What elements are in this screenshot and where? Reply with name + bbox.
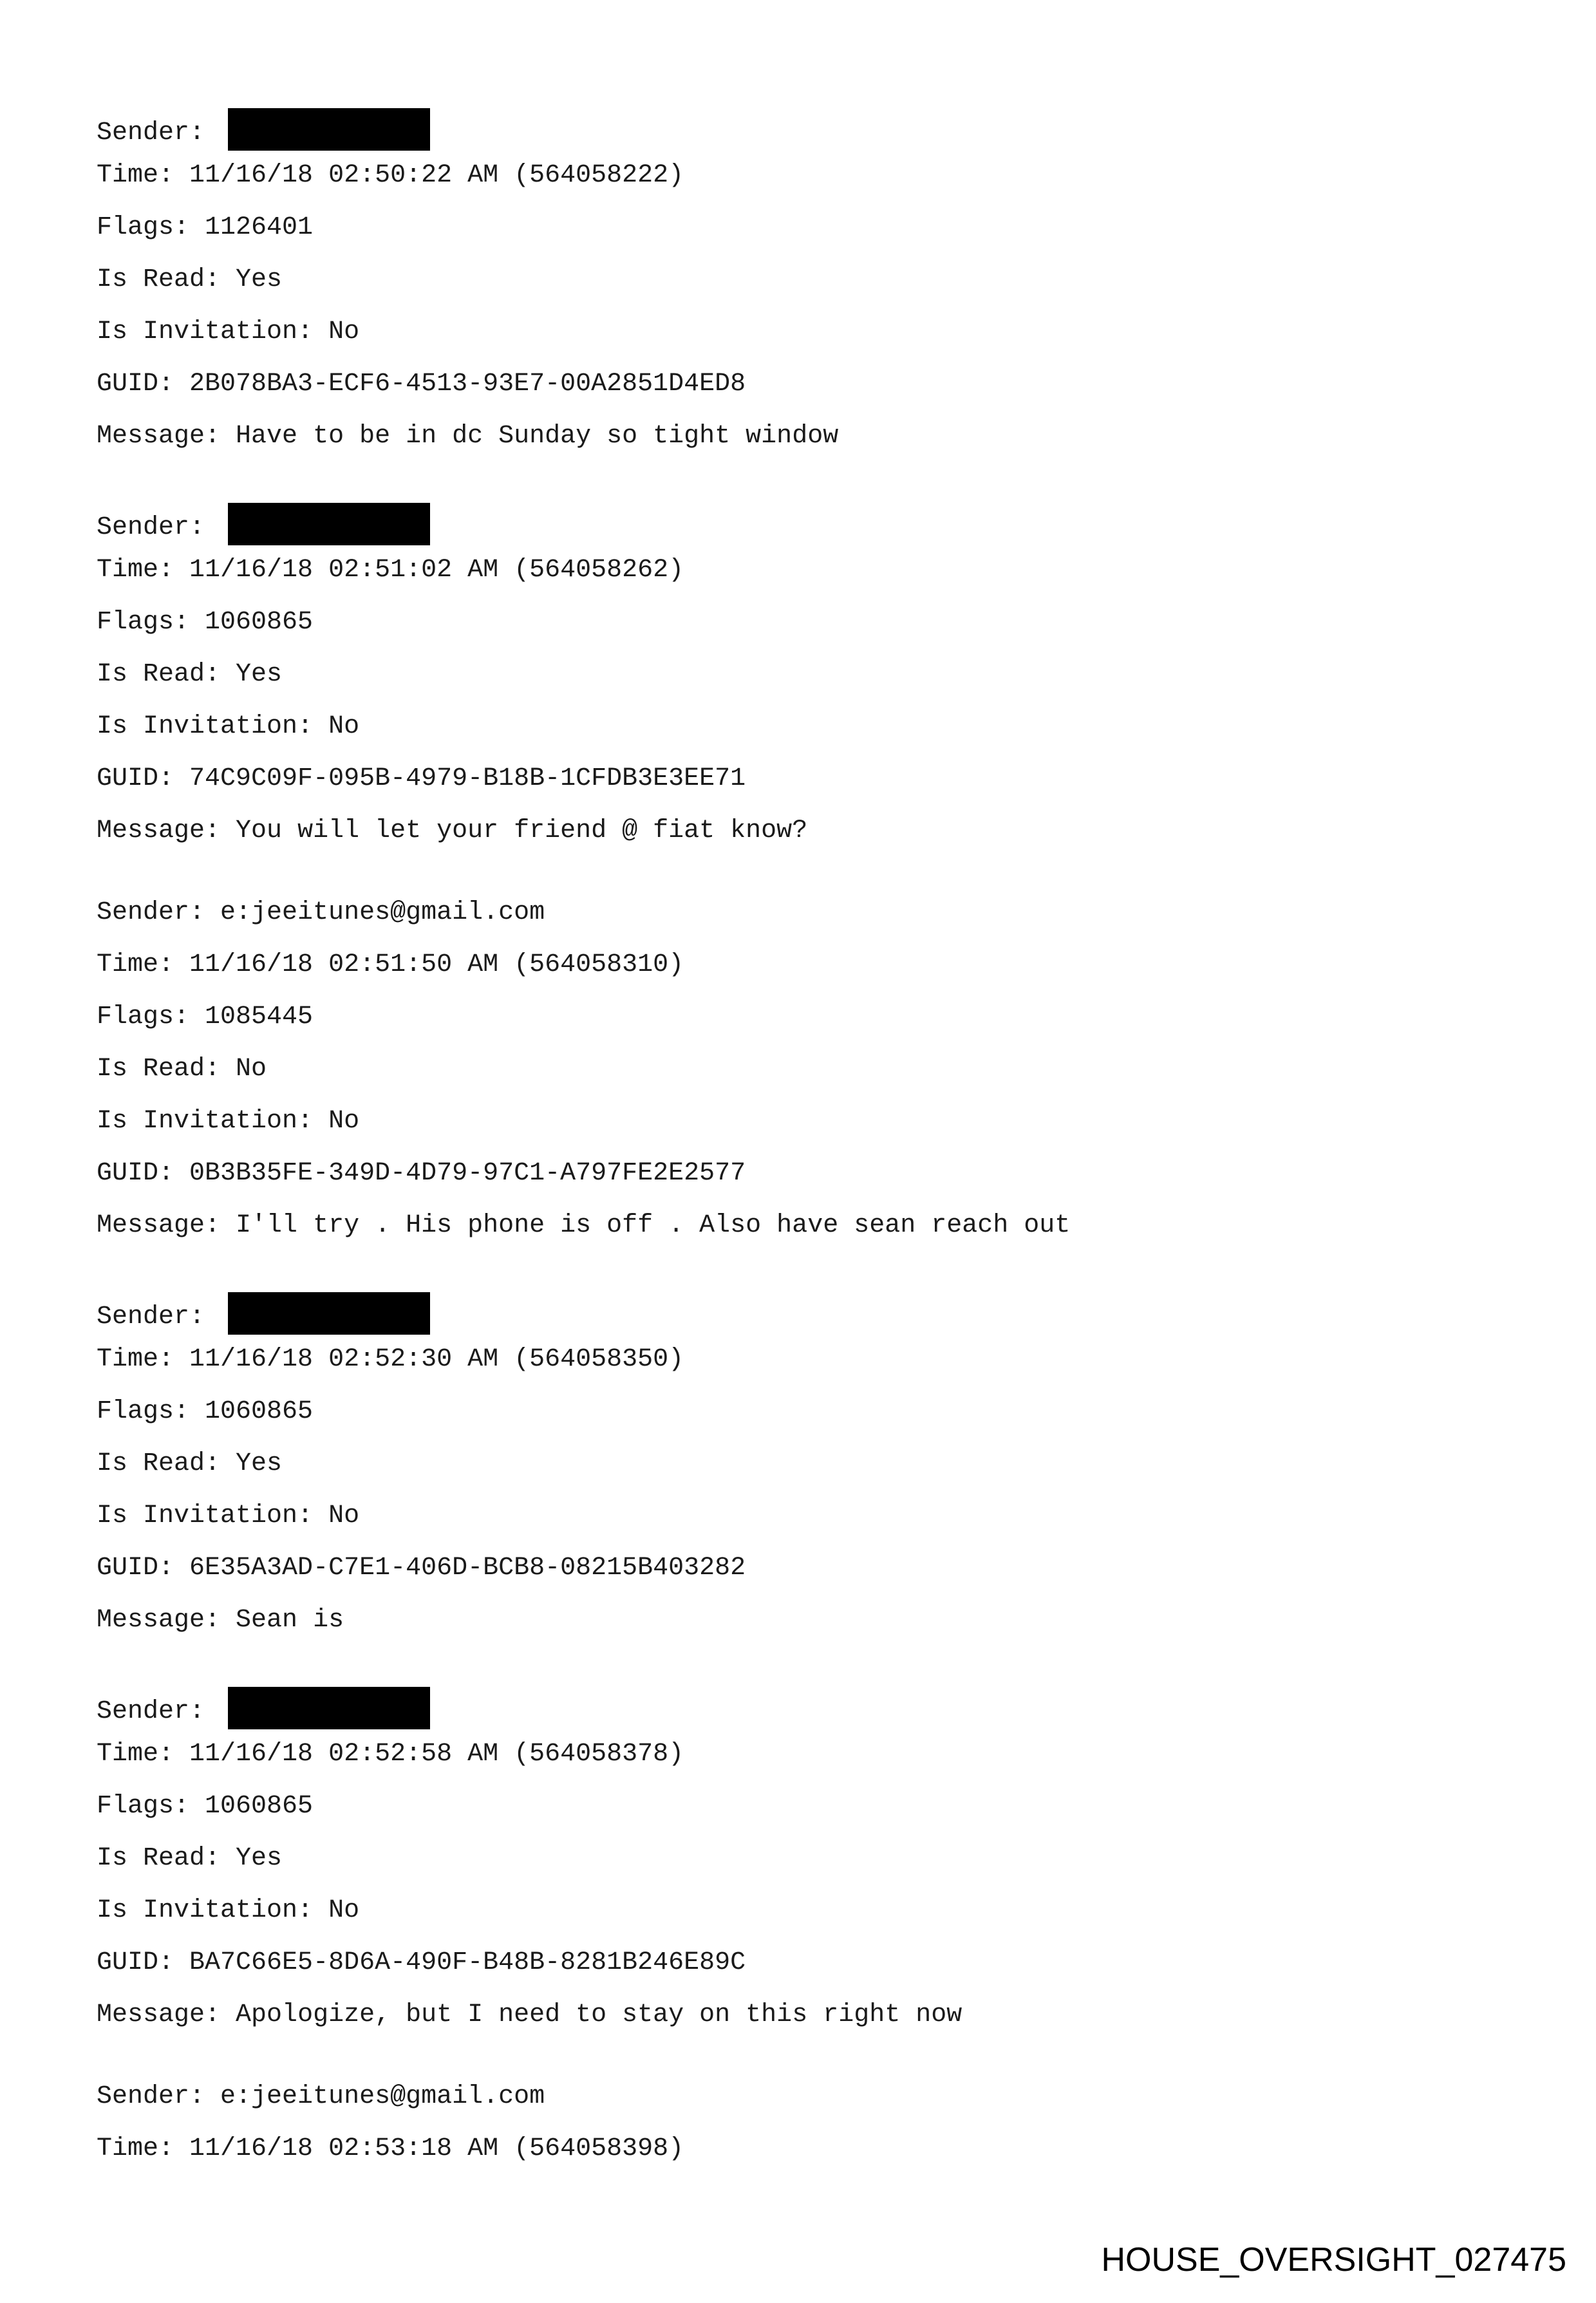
guid-value: 74C9C09F-095B-4979-B18B-1CFDB3E3EE71 <box>189 764 746 793</box>
message-record-list <box>97 108 1513 2165</box>
message-line <box>97 2000 1513 2031</box>
message-text: I'll try . His phone is off . Also have sean reach out <box>236 1211 1071 1240</box>
guid-line <box>97 1553 1513 1584</box>
guid-line <box>97 1158 1513 1189</box>
redaction-block <box>228 108 430 151</box>
flags-label: Flags: <box>97 213 205 242</box>
flags-label: Flags: <box>97 1397 205 1426</box>
is-read-label: Is Read: <box>97 1449 236 1478</box>
time-line <box>97 1739 1513 1770</box>
time-value: 11/16/18 02:51:02 AM (564058262) <box>189 556 684 585</box>
time-line <box>97 555 1513 586</box>
time-line <box>97 950 1513 981</box>
is-invitation-label: Is Invitation: <box>97 317 329 346</box>
message-record <box>97 898 1513 1241</box>
flags-value: 1060865 <box>205 1397 314 1426</box>
flags-label: Flags: <box>97 1002 205 1031</box>
flags-value: 1060865 <box>205 1792 314 1821</box>
guid-value: BA7C66E5-8D6A-490F-B48B-8281B246E89C <box>189 1948 746 1977</box>
message-text: Have to be in dc Sunday so tight window <box>236 422 839 451</box>
message-record <box>97 1687 1513 2031</box>
is-invitation-label: Is Invitation: <box>97 1896 329 1925</box>
bates-number: HOUSE_OVERSIGHT_027475 <box>1101 2241 1566 2279</box>
is-invitation-line <box>97 1106 1513 1137</box>
is-invitation-value: No <box>328 1896 360 1925</box>
sender-line <box>97 1687 1513 1726</box>
flags-value: 1126401 <box>205 213 314 242</box>
message-record <box>97 2082 1513 2165</box>
sender-value: e:jeeitunes@gmail.com <box>220 898 545 927</box>
sender-line <box>97 898 1513 928</box>
is-invitation-value: No <box>328 1501 360 1530</box>
flags-label: Flags: <box>97 608 205 637</box>
is-invitation-value: No <box>328 712 360 741</box>
is-invitation-line <box>97 1501 1513 1532</box>
time-value: 11/16/18 02:50:22 AM (564058222) <box>189 161 684 190</box>
message-line <box>97 1210 1513 1241</box>
time-line <box>97 2134 1513 2165</box>
guid-label: GUID: <box>97 1554 190 1583</box>
is-invitation-line <box>97 1895 1513 1926</box>
is-read-label: Is Read: <box>97 1844 236 1873</box>
is-read-line <box>97 1843 1513 1874</box>
time-line <box>97 160 1513 191</box>
flags-line <box>97 1396 1513 1427</box>
guid-line <box>97 1948 1513 1979</box>
time-label: Time: <box>97 1345 190 1374</box>
is-read-label: Is Read: <box>97 265 236 294</box>
sender-line <box>97 108 1513 147</box>
is-read-value: Yes <box>236 1844 283 1873</box>
message-label: Message: <box>97 422 236 451</box>
message-label: Message: <box>97 1606 236 1635</box>
sender-line <box>97 503 1513 542</box>
sender-label: Sender: <box>97 118 221 147</box>
time-label: Time: <box>97 950 190 979</box>
message-label: Message: <box>97 2000 236 2029</box>
is-invitation-line <box>97 711 1513 742</box>
is-read-label: Is Read: <box>97 660 236 689</box>
is-read-label: Is Read: <box>97 1055 236 1084</box>
time-label: Time: <box>97 556 190 585</box>
sender-label: Sender: <box>97 1302 221 1331</box>
time-label: Time: <box>97 1740 190 1769</box>
is-read-line <box>97 265 1513 296</box>
is-invitation-line <box>97 317 1513 348</box>
guid-line <box>97 369 1513 400</box>
message-line <box>97 1605 1513 1636</box>
redaction-block <box>228 1292 430 1335</box>
message-text: Sean is <box>236 1606 344 1635</box>
sender-line <box>97 1292 1513 1331</box>
is-read-value: Yes <box>236 265 283 294</box>
flags-value: 1085445 <box>205 1002 314 1031</box>
redaction-block <box>228 503 430 545</box>
sender-label: Sender: <box>97 898 221 927</box>
is-read-line <box>97 1449 1513 1480</box>
message-record <box>97 108 1513 452</box>
time-label: Time: <box>97 161 190 190</box>
flags-line <box>97 212 1513 243</box>
message-record <box>97 1292 1513 1636</box>
flags-value: 1060865 <box>205 608 314 637</box>
guid-line <box>97 764 1513 794</box>
time-value: 11/16/18 02:51:50 AM (564058310) <box>189 950 684 979</box>
guid-label: GUID: <box>97 764 190 793</box>
is-invitation-value: No <box>328 1107 360 1136</box>
time-value: 11/16/18 02:52:30 AM (564058350) <box>189 1345 684 1374</box>
message-line <box>97 816 1513 847</box>
message-text: Apologize, but I need to stay on this right now <box>236 2000 962 2029</box>
is-invitation-value: No <box>328 317 360 346</box>
message-record <box>97 503 1513 847</box>
time-value: 11/16/18 02:53:18 AM (564058398) <box>189 2134 684 2163</box>
is-read-value: Yes <box>236 660 283 689</box>
is-read-value: No <box>236 1055 267 1084</box>
guid-value: 6E35A3AD-C7E1-406D-BCB8-08215B403282 <box>189 1554 746 1583</box>
guid-label: GUID: <box>97 370 190 399</box>
is-invitation-label: Is Invitation: <box>97 1501 329 1530</box>
guid-label: GUID: <box>97 1159 190 1188</box>
flags-line <box>97 1791 1513 1822</box>
time-line <box>97 1344 1513 1375</box>
guid-value: 2B078BA3-ECF6-4513-93E7-00A2851D4ED8 <box>189 370 746 399</box>
sender-label: Sender: <box>97 2082 221 2111</box>
guid-value: 0B3B35FE-349D-4D79-97C1-A797FE2E2577 <box>189 1159 746 1188</box>
sender-line <box>97 2082 1513 2112</box>
time-label: Time: <box>97 2134 190 2163</box>
sender-label: Sender: <box>97 1697 221 1726</box>
sender-value: e:jeeitunes@gmail.com <box>220 2082 545 2111</box>
flags-label: Flags: <box>97 1792 205 1821</box>
is-read-line <box>97 659 1513 690</box>
guid-label: GUID: <box>97 1948 190 1977</box>
is-invitation-label: Is Invitation: <box>97 1107 329 1136</box>
time-value: 11/16/18 02:52:58 AM (564058378) <box>189 1740 684 1769</box>
message-line <box>97 421 1513 452</box>
redaction-block <box>228 1687 430 1729</box>
message-text: You will let your friend @ fiat know? <box>236 816 808 845</box>
message-label: Message: <box>97 816 236 845</box>
flags-line <box>97 1002 1513 1033</box>
is-read-line <box>97 1054 1513 1085</box>
flags-line <box>97 607 1513 638</box>
sender-label: Sender: <box>97 513 221 542</box>
is-invitation-label: Is Invitation: <box>97 712 329 741</box>
is-read-value: Yes <box>236 1449 283 1478</box>
message-label: Message: <box>97 1211 236 1240</box>
